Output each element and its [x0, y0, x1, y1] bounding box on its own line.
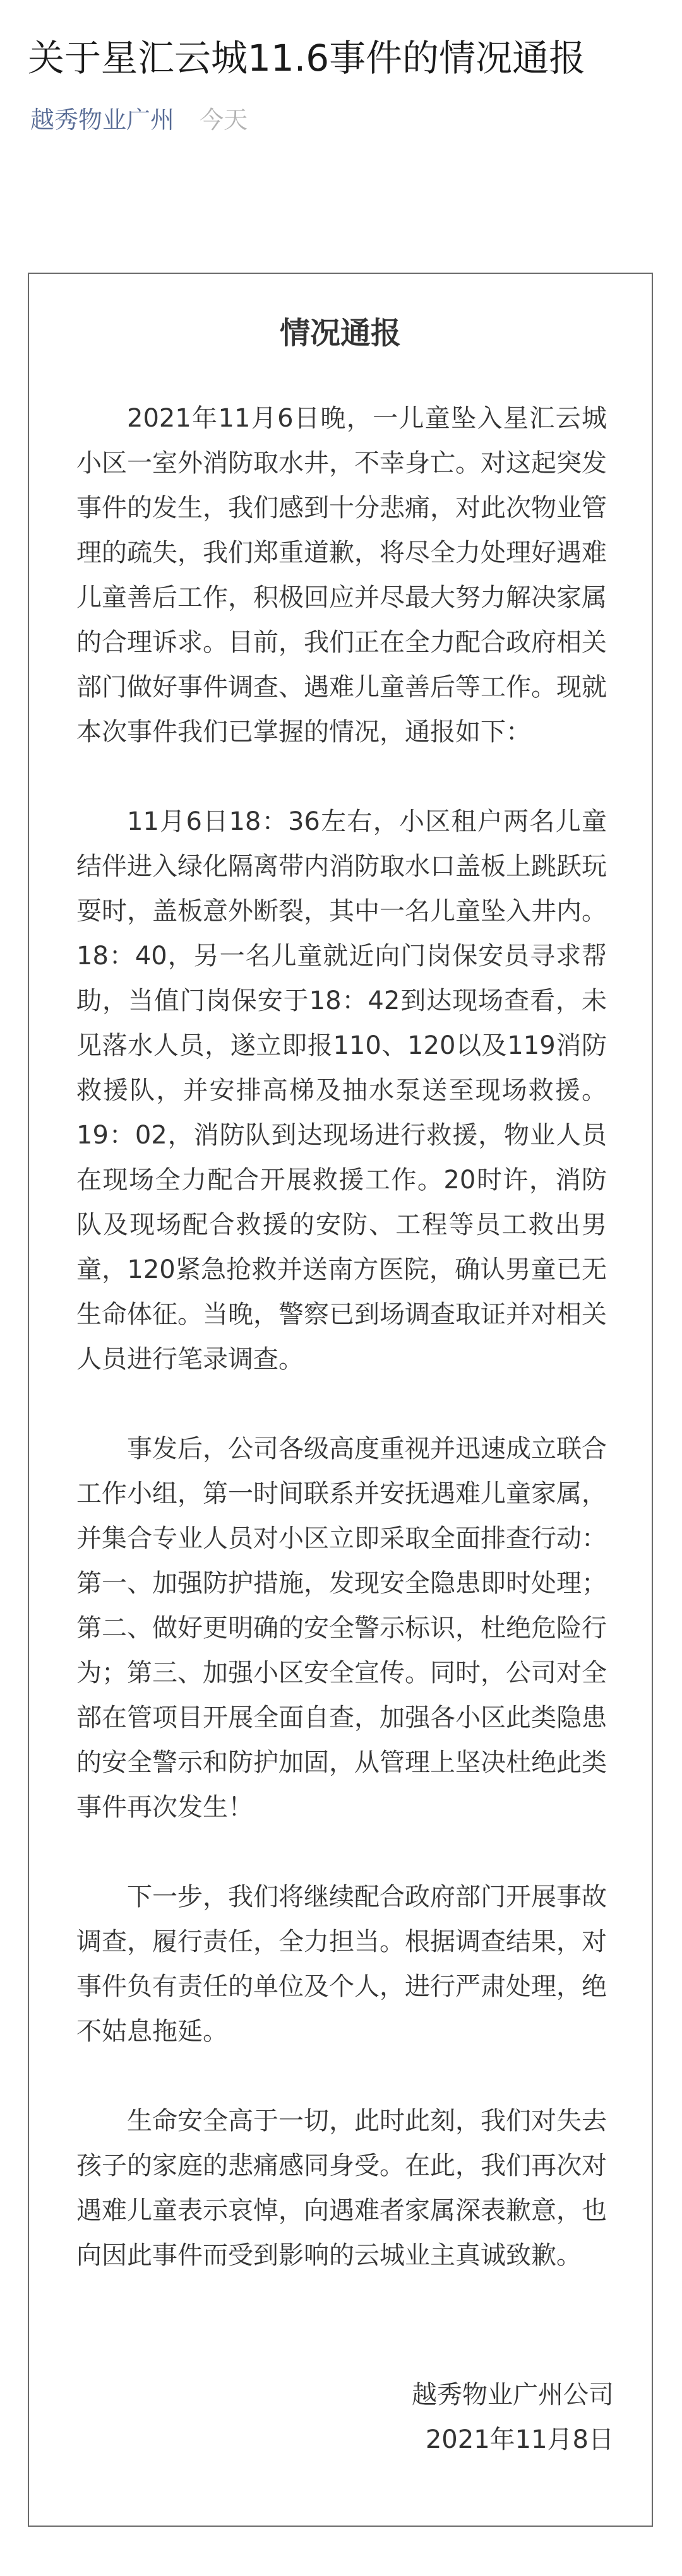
- publish-date: 今天: [200, 106, 248, 134]
- notice-signature: [412, 2373, 614, 2462]
- notice-heading: 情况通报: [279, 316, 401, 351]
- signature-date: 2021年11月8日: [425, 2425, 614, 2454]
- notice-body: [76, 396, 607, 2323]
- notice-paragraph-5: 生命安全高于一切，此时此刻，我们对失去孩子的家庭的悲痛感同身受。在此，我们再次对遇难儿童表示哀悼，向遇难者家属深表歉意，也向因此事件而受到影响的云城业主真诚致歉。: [76, 2106, 607, 2270]
- signature-company: 越秀物业广州公司: [412, 2380, 614, 2409]
- article-meta: [30, 103, 248, 136]
- notice-image: [28, 273, 653, 2527]
- article-title: 关于星汇云城11.6事件的情况通报: [28, 37, 586, 80]
- account-name-link[interactable]: 越秀物业广州: [30, 106, 175, 134]
- notice-paragraph-1: 2021年11月6日晚，一儿童坠入星汇云城小区一室外消防取水井，不幸身亡。对这起突发事件的发生，我们感到十分悲痛，对此次物业管理的疏失，我们郑重道歉，将尽全力处理好遇难儿童善后工作，积极回应并尽最大努力解决家属的合理诉求。目前，我们正在全力配合政府相关部门做好事件调查、遇难儿童善后等工作。现就本次事件我们已掌握的情况，通报如下：: [76, 404, 607, 747]
- notice-paragraph-4: 下一步，我们将继续配合政府部门开展事故调查，履行责任，全力担当。根据调查结果，对事件负有责任的单位及个人，进行严肃处理，绝不姑息拖延。: [76, 1882, 607, 2046]
- notice-paragraph-2: 11月6日18：36左右，小区租户两名儿童结伴进入绿化隔离带内消防取水口盖板上跳跃玩耍时，盖板意外断裂，其中一名儿童坠入井内。18：40，另一名儿童就近向门岗保安员寻求帮助，当值门岗保安于18：42到达现场查看，未见落水人员，遂立即报110、120以及119消防救援队，并安排高梯及抽水泵送至现场救援。19：02，消防队到达现场进行救援，物业人员在现场全力配合开展救援工作。20时许，消防队及现场配合救援的安防、工程等员工救出男童，120紧急抢救并送南方医院，确认男童已无生命体征。当晚，警察已到场调查取证并对相关人员进行笔录调查。: [76, 807, 607, 1374]
- notice-paragraph-3: 事发后，公司各级高度重视并迅速成立联合工作小组，第一时间联系并安抚遇难儿童家属，并集合专业人员对小区立即采取全面排查行动：第一、加强防护措施，发现安全隐患即时处理；第二、做好更明确的安全警示标识，杜绝危险行为；第三、加强小区安全宣传。同时，公司对全部在管项目开展全面自查，加强各小区此类隐患的安全警示和防护加固，从管理上坚决杜绝此类事件再次发生！: [76, 1434, 607, 1822]
